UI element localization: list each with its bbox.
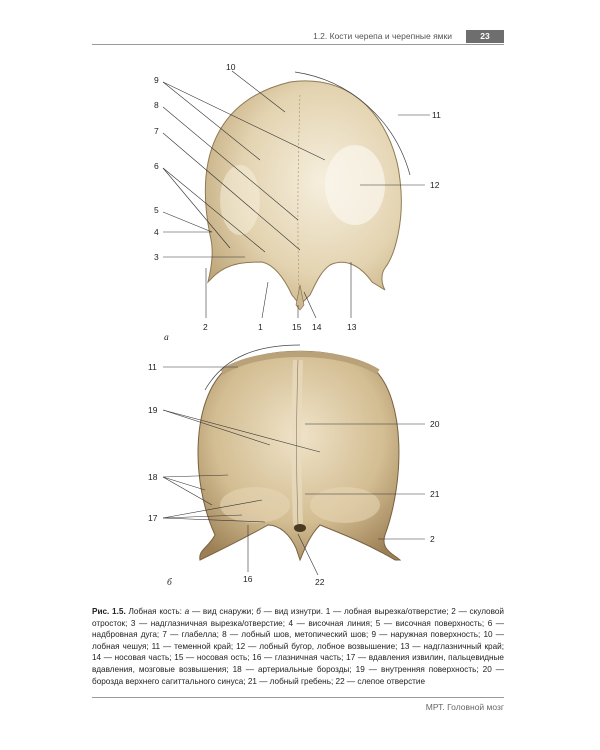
label-a-2: 2	[203, 322, 208, 332]
label-a-3: 3	[154, 252, 159, 262]
caption-intro: Лобная кость:	[125, 607, 185, 616]
page-number: 23	[466, 30, 504, 43]
panel-a-bone	[205, 81, 401, 310]
label-a-8: 8	[154, 100, 159, 110]
caption-b-text: — вид изнутри. 1 — лобная вырезка/отверстие; 2 — скуловой отросток; 3 — надглазничная вырезка/отверстие; 4 — височная линия; 5 — височная поверхность; 6 — надбровная дуга; 7 — глабелла; 8 — лобный шов, метопический шов; 9 — наружная поверхность; 10 — лобная чешуя; 11 — теменной край; 12 — лобный бугор, лобное возвышение; 13 — надглазничный край; 14 — носовая часть; 15 — носовая ость; 16 — глазничная часть; 17 — вдавления извилин, пальцевидные вдавления, мозговые возвышения; 18 — артериальные борозды; 19 — внутренняя поверхность; 20 — борозда верхнего сагиттального синуса; 21 — лобный гребень; 22 — слепое отверстие	[92, 607, 504, 686]
running-footer	[92, 697, 504, 712]
label-b-11: 11	[148, 362, 157, 372]
label-a-1: 1	[258, 322, 263, 332]
label-a-10: 10	[226, 62, 236, 72]
label-a-5: 5	[154, 205, 159, 215]
label-b-21: 21	[430, 489, 440, 499]
label-b-2: 2	[430, 534, 435, 544]
label-a-12: 12	[430, 180, 440, 190]
label-a-7: 7	[154, 126, 159, 136]
label-a-15: 15	[292, 322, 302, 332]
caption-b-letter: б	[256, 607, 261, 616]
footer-title: МРТ. Головной мозг	[425, 702, 504, 712]
panel-b-sublabel: б	[167, 578, 172, 588]
label-b-19: 19	[148, 405, 158, 415]
panel-b-bone	[198, 351, 400, 560]
label-b-16: 16	[243, 574, 253, 584]
caption-label: Рис. 1.5.	[92, 607, 126, 616]
caption-a-text: — вид снаружи;	[189, 607, 257, 616]
label-a-14: 14	[312, 322, 322, 332]
section-title: 1.2. Кости черепа и черепные ямки	[313, 31, 452, 41]
figure-caption	[92, 606, 504, 687]
label-a-6: 6	[154, 161, 159, 171]
label-b-22: 22	[315, 577, 325, 587]
panel-a-sublabel: а	[164, 333, 169, 343]
label-b-17: 17	[148, 513, 158, 523]
label-a-4: 4	[154, 227, 159, 237]
caption-a-letter: а	[184, 607, 190, 616]
label-b-20: 20	[430, 419, 440, 429]
label-a-9: 9	[154, 75, 159, 85]
label-a-11: 11	[432, 110, 441, 120]
label-b-18: 18	[148, 472, 158, 482]
label-a-13: 13	[347, 322, 357, 332]
